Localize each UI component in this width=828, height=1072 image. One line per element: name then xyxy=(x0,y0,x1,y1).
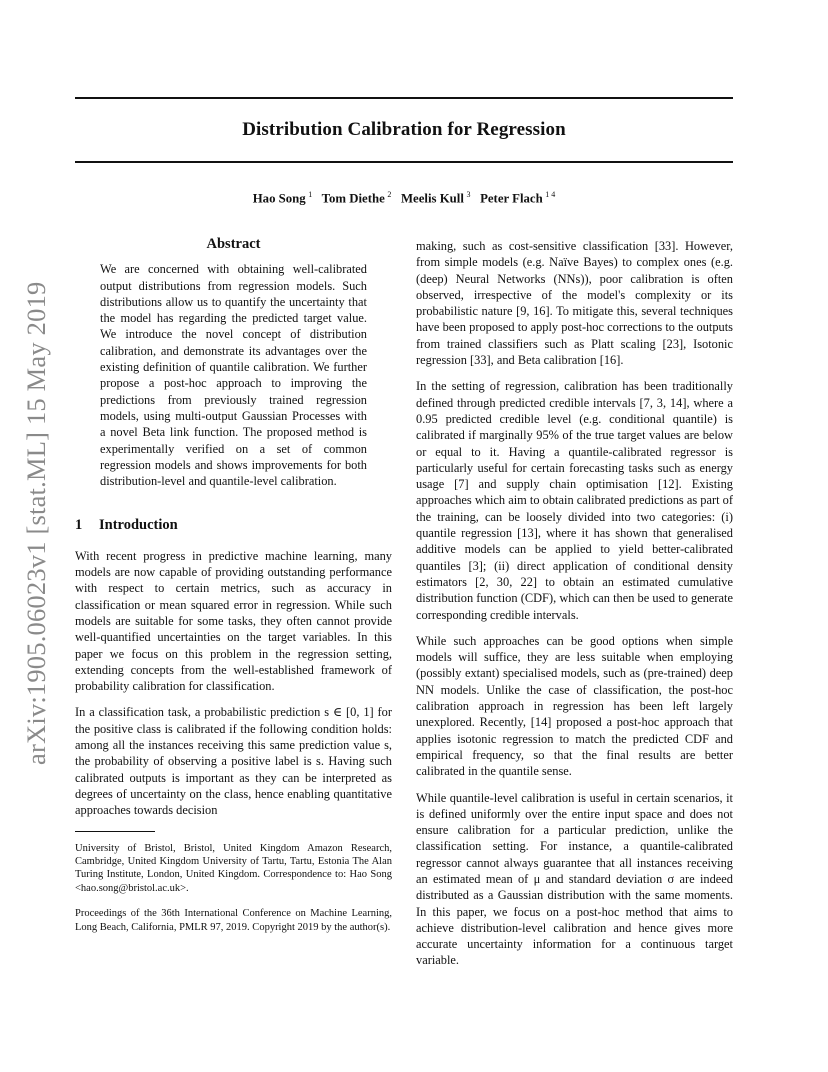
proceedings-footnote: Proceedings of the 36th International Conference on Machine Learning, Long Beach, California, PMLR 97, 2019. Copyright 2019 by the author(s). xyxy=(75,908,392,933)
arxiv-identifier-stamp: arXiv:1905.06023v1 [stat.ML] 15 May 2019 xyxy=(21,281,51,765)
footnote-rule xyxy=(75,831,155,832)
author-affiliation-mark: 2 xyxy=(387,190,392,199)
section-heading-introduction xyxy=(75,517,392,533)
affiliation-footnote: University of Bristol, Bristol, United Kingdom Amazon Research, Cambridge, United Kingdom University of Tartu, Tartu, Estonia The Alan Turing Institute, London, United Kingdom. Correspondence to: Hao Song <hao.song@bristol.ac.uk>. xyxy=(75,842,392,894)
paper-title: Distribution Calibration for Regression xyxy=(242,119,566,140)
right-column xyxy=(416,238,733,979)
body-paragraph: While such approaches can be good options when simple models will suffice, they are less suitable when employing (possibly extant) specialised models, such as (pre-trained) deep NN models. Unlike the case of classification, the post-hoc calibration approach in regression has been left largely unexplored. Recently, [14] proposed a post-hoc approach that applies isotonic regression to match the predicted CDF and empirical frequency, so that the final results are better calibrated in the quantile sense. xyxy=(416,633,733,779)
title-bottom-rule xyxy=(75,161,733,163)
author-name: Peter Flach xyxy=(480,191,543,206)
author-affiliation-mark: 3 xyxy=(466,190,471,199)
left-column xyxy=(75,236,392,944)
abstract-heading: Abstract xyxy=(206,236,261,252)
author-affiliation-mark: 1 4 xyxy=(545,190,556,199)
author-name: Hao Song xyxy=(252,191,306,206)
title-top-rule xyxy=(75,97,733,99)
author-name: Meelis Kull xyxy=(400,191,464,206)
intro-paragraph: With recent progress in predictive machine learning, many models are now capable of providing outstanding performance with respect to certain metrics, such as accuracy in classification or mean squared error in regression. While such models are suitable for some tasks, they often cannot provide well-quantified uncertainties on the target variables. In this paper we focus on this problem in the regression setting, extending concepts from the well-established framework of probability calibration for classification. xyxy=(75,548,392,694)
section-number: 1 xyxy=(75,517,83,534)
intro-paragraph: In a classification task, a probabilistic prediction s ∈ [0, 1] for the positive class is calibrated if the following condition holds: among all the instances receiving this same prediction value s, the probability of observing a positive label is s. Having such calibrated outputs is important as they can be interpreted as degrees of uncertainty on the class, hence enabling quantitative approaches towards decision xyxy=(75,705,392,818)
author-name: Tom Diethe xyxy=(321,191,385,206)
section-title: Introduction xyxy=(99,517,178,534)
body-paragraph: In the setting of regression, calibration has been traditionally defined through predicted credible intervals [7, 3, 14], where a 0.95 predicted credible level (e.g. conditional quantile) is calibrated if marginally 95% of the true target values are below or equal to it. Having a quantile-calibrated regressor is particularly useful for certain forecasting tasks such as energy usage [7] and supply chain optimisation [12]. Existing approaches which aim to obtain calibrated predictions as part of the training, can be loosely divided into two categories: (i) quantile regression [13], where it has shown that generalised additive models can be applied to yield better-calibrated quantiles [3]; (ii) direct application of conditional density estimators [2, 30, 22] to obtain an estimated cumulative distribution function (CDF), which can then be used to generate corresponding credible intervals. xyxy=(416,379,733,622)
body-paragraph: making, such as cost-sensitive classification [33]. However, from simple models (e.g. Naïve Bayes) to complex ones (e.g. (deep) Neural Networks (NNs)), poor calibration is often observed, irrespective of the model's complexity or its probabilistic nature [9, 16]. To mitigate this, several techniques have been proposed to apply post-hoc corrections to the outputs from trained classifiers such as Platt scaling [23], Isotonic regression [33], and Beta calibration [16]. xyxy=(416,239,733,368)
author-list xyxy=(75,190,733,206)
author-affiliation-mark: 1 xyxy=(308,190,313,199)
body-paragraph: While quantile-level calibration is useful in certain scenarios, it is defined uniformly over the entire input space and does not ensure calibration for a particular prediction, unlike the classification setting. For instance, a quantile-calibrated regressor cannot always guarantee that all instances receiving an estimated mean of μ and standard deviation σ are indeed distributed as a Gaussian distribution with the same moments. In this paper, we focus on a post-hoc method that aims to achieve distribution-level calibration and hence gives more accurate uncertainty information for a continuous target variable. xyxy=(416,790,733,968)
abstract-text: We are concerned with obtaining well-calibrated output distributions from regression models. Such distributions allow us to quantify the uncertainty that the model has regarding the predicted target value. We introduce the novel concept of distribution calibration, and demonstrate its advantages over the existing definition of quantile calibration. We further propose a post-hoc approach to improving the predictions from previously trained regression models, using multi-output Gaussian Processes with a novel Beta link function. The proposed method is experimentally verified on a set of common regression models and shows improvements for both distribution-level and quantile-level calibration. xyxy=(100,262,367,489)
